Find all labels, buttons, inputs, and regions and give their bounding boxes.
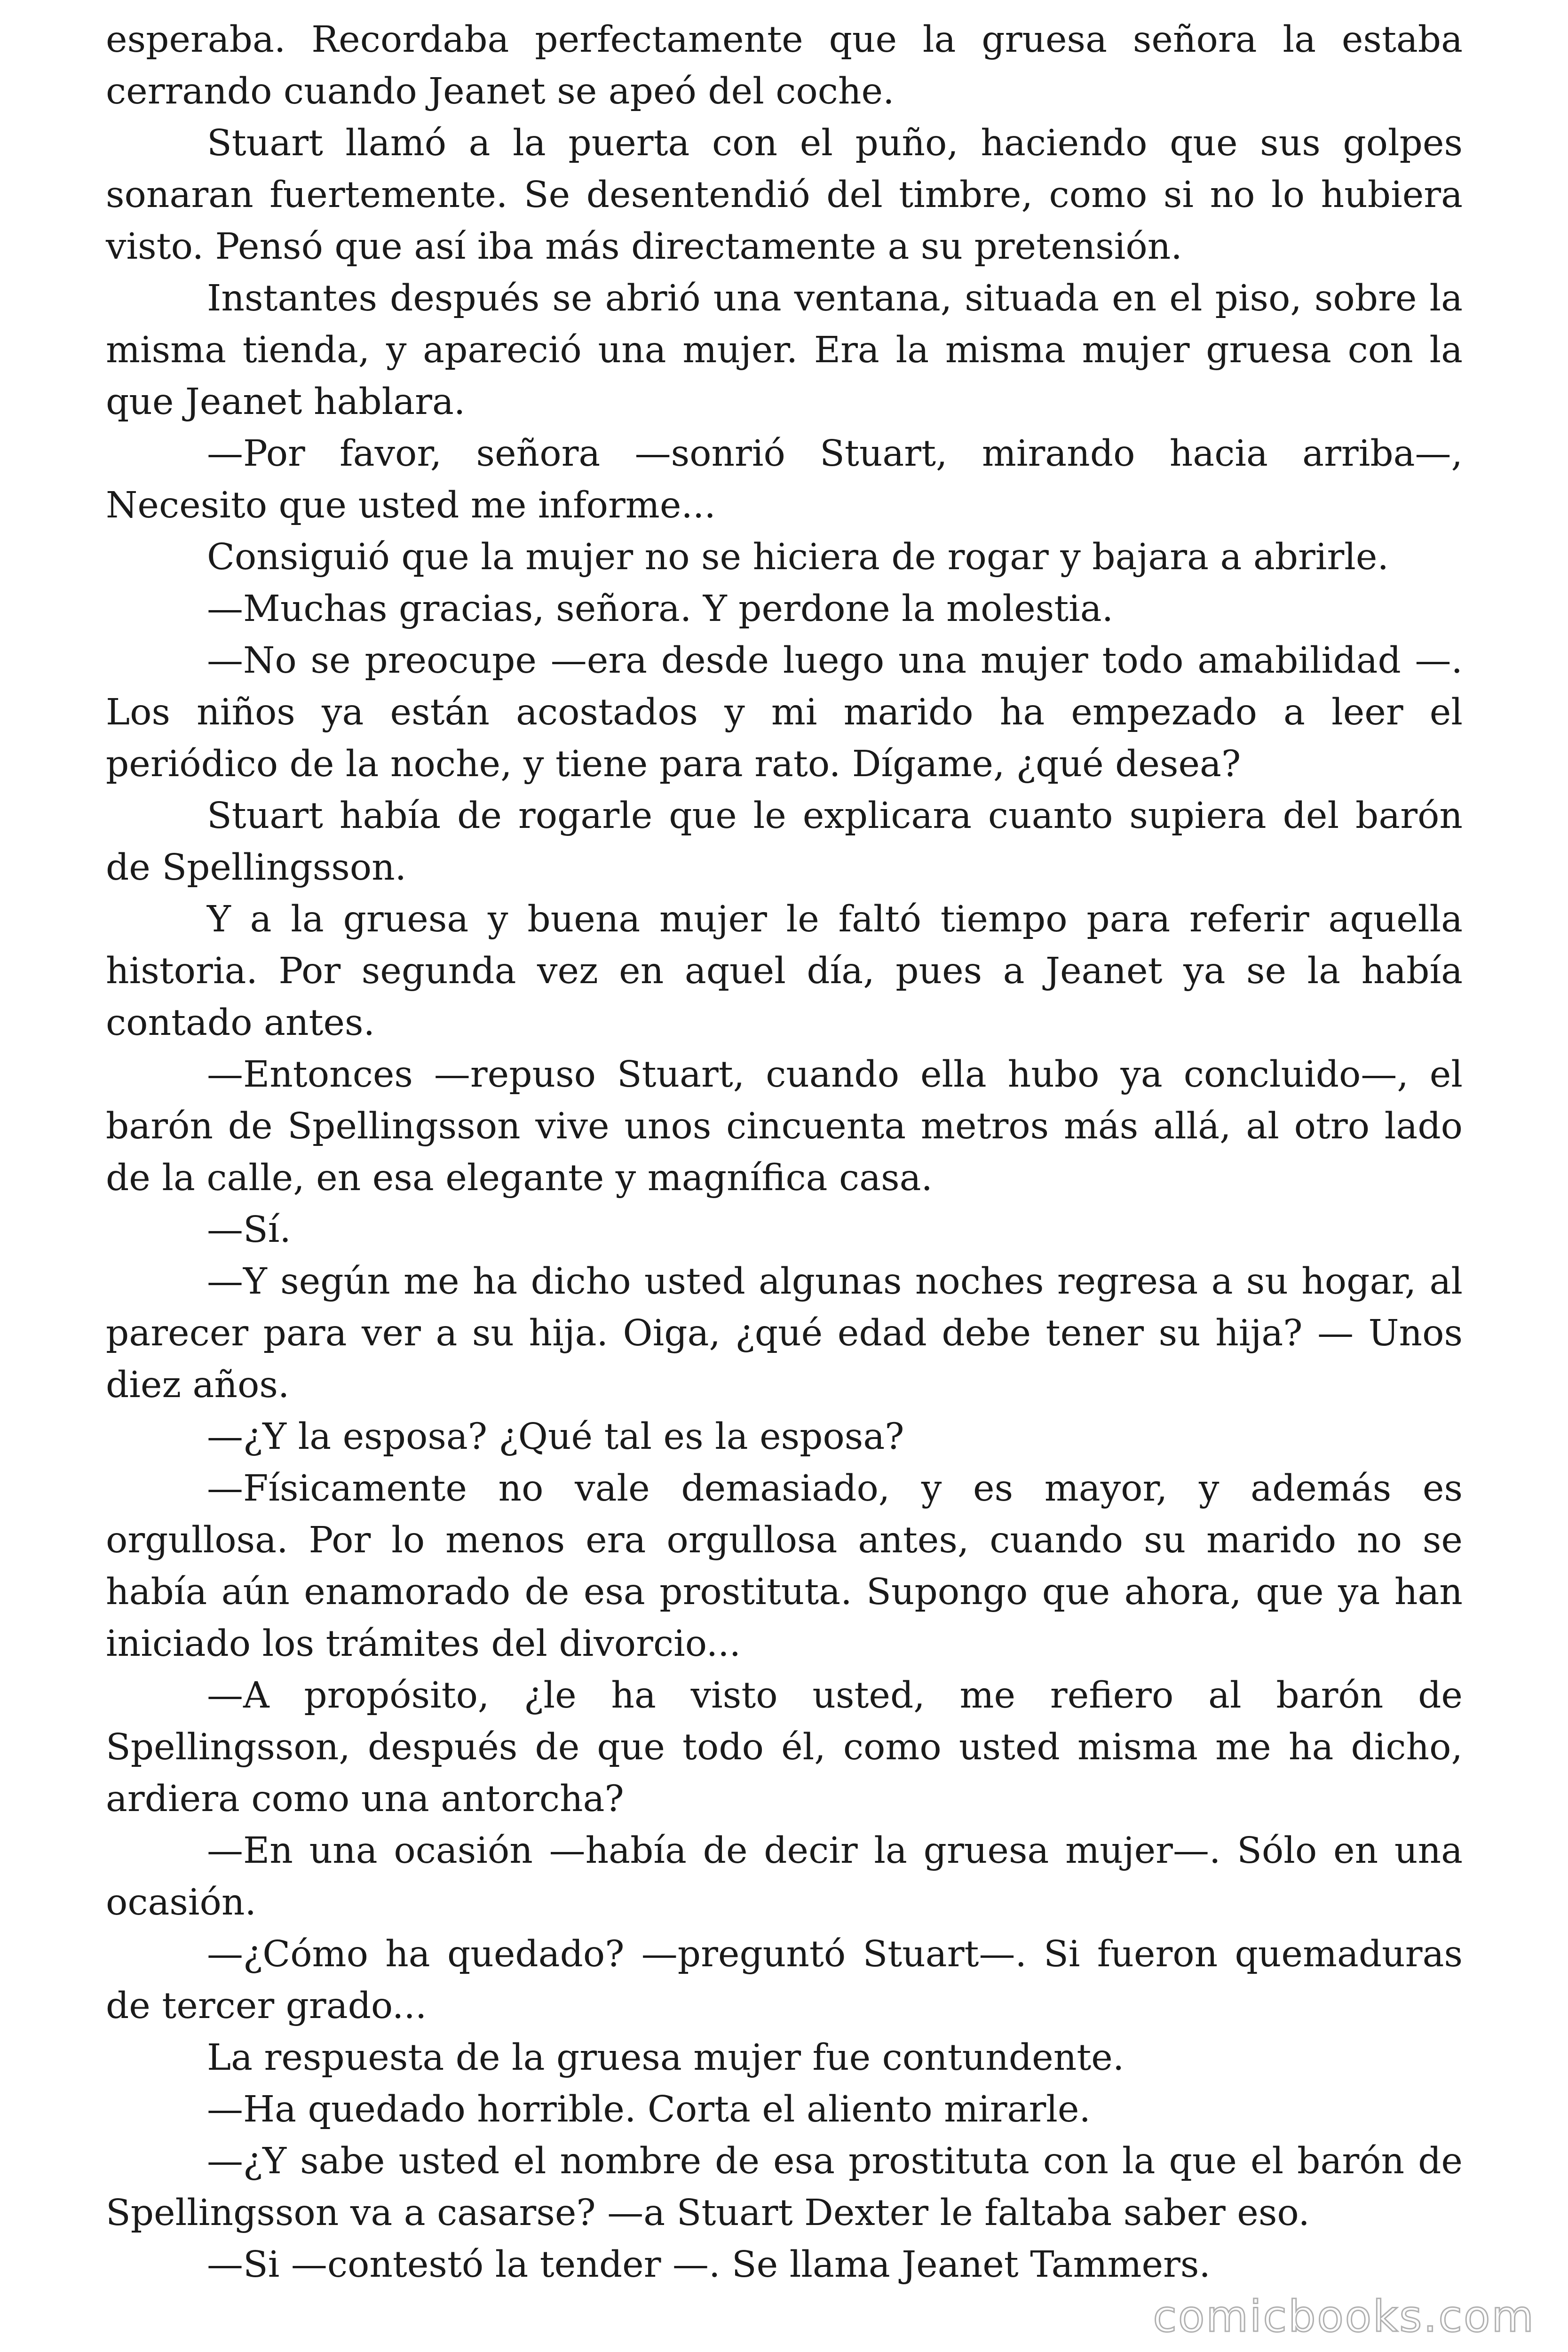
book-page: [106, 14, 1463, 2291]
paragraph-21: —Si —contestó la tender —. Se llama Jeanet Tammers.: [207, 2244, 1211, 2286]
paragraph-20: —¿Y sabe usted el nombre de esa prostituta con la que el barón de Spellingsson va a casarse? —a Stuart Dexter le faltaba saber eso.: [106, 2140, 1463, 2234]
paragraph-2: Stuart llamó a la puerta con el puño, haciendo que sus golpes sonaran fuertemente. Se desentendió del timbre, como si no lo hubiera visto. Pensó que así iba más directamente a su pretensión.: [106, 122, 1463, 268]
paragraph-6: —Muchas gracias, señora. Y perdone la molestia.: [207, 588, 1114, 630]
paragraph-17: —¿Cómo ha quedado? —preguntó Stuart—. Si fueron quemaduras de tercer grado...: [106, 1933, 1463, 2027]
paragraph-12: —Y según me ha dicho usted algunas noches regresa a su hogar, al parecer para ver a su hija. Oiga, ¿qué edad debe tener su hija? — Unos diez años.: [106, 1261, 1463, 1406]
paragraph-16: —En una ocasión —había de decir la gruesa mujer—. Sólo en una ocasión.: [106, 1830, 1463, 1923]
paragraph-14: —Físicamente no vale demasiado, y es mayor, y además es orgullosa. Por lo menos era orgullosa antes, cuando su marido no se había aún enamorado de esa prostituta. Supongo que ahora, que ya han iniciado los trámites del divorcio...: [106, 1468, 1463, 1665]
paragraph-13: —¿Y la esposa? ¿Qué tal es la esposa?: [207, 1416, 904, 1458]
paragraph-10: —Entonces —repuso Stuart, cuando ella hubo ya concluido—, el barón de Spellingsson vive unos cincuenta metros más allá, al otro lado de la calle, en esa elegante y magnífica casa.: [106, 1054, 1463, 1199]
paragraph-11: —Sí.: [207, 1209, 291, 1251]
paragraph-5: Consiguió que la mujer no se hiciera de rogar y bajara a abrirle.: [207, 536, 1389, 578]
paragraph-18: La respuesta de la gruesa mujer fue contundente.: [207, 2037, 1125, 2079]
paragraph-1: esperaba. Recordaba perfectamente que la gruesa señora la estaba cerrando cuando Jeanet se apeó del coche.: [106, 19, 1463, 112]
paragraph-19: —Ha quedado horrible. Corta el aliento mirarle.: [207, 2089, 1091, 2130]
paragraph-8: Stuart había de rogarle que le explicara cuanto supiera del barón de Spellingsson.: [106, 795, 1463, 889]
paragraph-9: Y a la gruesa y buena mujer le faltó tiempo para referir aquella historia. Por segunda vez en aquel día, pues a Jeanet ya se la había contado antes.: [106, 898, 1463, 1044]
paragraph-7: —No se preocupe —era desde luego una mujer todo amabilidad —. Los niños ya están acostados y mi marido ha empezado a leer el periódico de la noche, y tiene para rato. Dígame, ¿qué desea?: [106, 640, 1463, 785]
paragraph-3: Instantes después se abrió una ventana, situada en el piso, sobre la misma tienda, y apareció una mujer. Era la misma mujer gruesa con la que Jeanet hablara.: [106, 278, 1463, 423]
paragraph-15: —A propósito, ¿le ha visto usted, me refiero al barón de Spellingsson, después de que todo él, como usted misma me ha dicho, ardiera como una antorcha?: [106, 1675, 1463, 1820]
paragraph-4: —Por favor, señora —sonrió Stuart, mirando hacia arriba—, Necesito que usted me informe...: [106, 433, 1463, 526]
watermark: comicbooks.com: [1153, 2291, 1535, 2342]
